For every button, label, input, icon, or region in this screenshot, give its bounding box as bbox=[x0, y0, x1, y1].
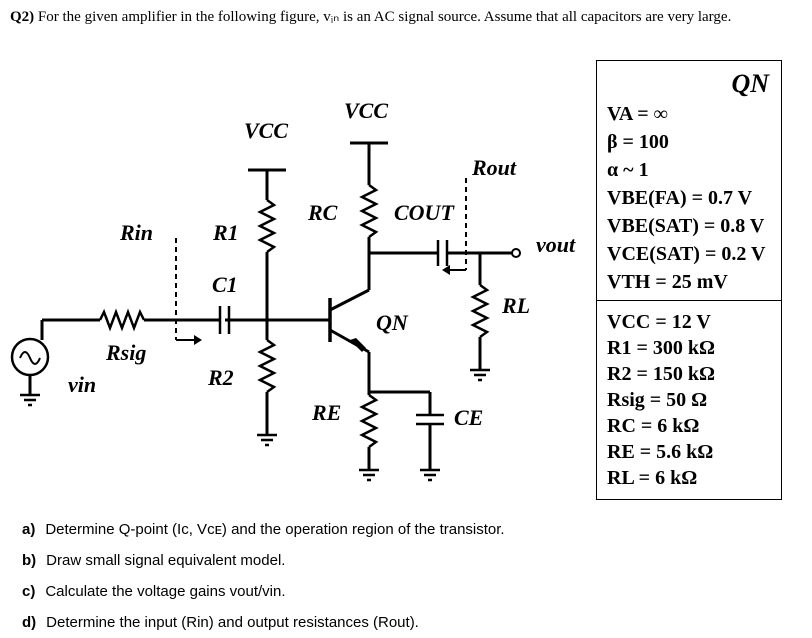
label-rout: Rout bbox=[472, 155, 517, 180]
re-resistor bbox=[362, 395, 376, 447]
label-rc: RC bbox=[308, 200, 338, 225]
label-vcc-right: VCC bbox=[344, 98, 389, 123]
param-rl: RL = 6 kΩ bbox=[607, 467, 698, 489]
task-c: c) Calculate the voltage gains vout/vin. bbox=[22, 583, 286, 600]
rsig-resistor bbox=[100, 312, 144, 328]
label-r2: R2 bbox=[208, 365, 234, 390]
param-vce-sat: VCE(SAT) = 0.2 V bbox=[607, 243, 766, 265]
r1-resistor bbox=[260, 200, 274, 252]
label-qn: QN bbox=[376, 310, 408, 335]
label-vout: vout bbox=[536, 232, 576, 257]
param-alpha: α ~ 1 bbox=[607, 159, 649, 181]
label-rin: Rin bbox=[120, 220, 154, 245]
task-a: a) Determine Q-point (Iᴄ, Vᴄᴇ) and the operation region of the transistor. bbox=[22, 521, 505, 538]
label-rsig: Rsig bbox=[106, 340, 147, 365]
label-ce: CE bbox=[454, 405, 484, 430]
label-r1: R1 bbox=[213, 220, 239, 245]
label-re: RE bbox=[312, 400, 342, 425]
label-cout: COUT bbox=[394, 200, 454, 225]
task-list bbox=[22, 514, 505, 638]
rl-resistor bbox=[473, 285, 487, 337]
params-divider bbox=[597, 300, 781, 301]
param-vbe-fa: VBE(FA) = 0.7 V bbox=[607, 187, 753, 209]
param-r2: R2 = 150 kΩ bbox=[607, 363, 715, 385]
param-vcc: VCC = 12 V bbox=[607, 311, 711, 333]
task-d: d) Determine the input (Rin) and output resistances (Rout). bbox=[22, 614, 419, 631]
task-b: b) Draw small signal equivalent model. bbox=[22, 552, 286, 569]
param-vth: VTH = 25 mV bbox=[607, 271, 728, 293]
param-r1: R1 = 300 kΩ bbox=[607, 337, 715, 359]
label-vin: vin bbox=[68, 372, 97, 397]
label-vcc-left: VCC bbox=[244, 118, 289, 143]
parameters-box bbox=[596, 60, 782, 500]
vout-node bbox=[512, 249, 520, 257]
question-number: Q2) bbox=[10, 9, 35, 25]
rc-resistor bbox=[362, 185, 376, 237]
param-rsig: Rsig = 50 Ω bbox=[607, 389, 708, 411]
param-beta: β = 100 bbox=[607, 131, 669, 153]
r2-resistor bbox=[260, 340, 274, 392]
param-vbe-sat: VBE(SAT) = 0.8 V bbox=[607, 215, 765, 237]
label-rl: RL bbox=[502, 293, 531, 318]
label-c1: C1 bbox=[212, 272, 238, 297]
param-rc: RC = 6 kΩ bbox=[607, 415, 700, 437]
question-body: For the given amplifier in the following figure, vᵢₙ is an AC signal source. Assume that all capacitors are very large. bbox=[37, 9, 732, 25]
params-title: QN bbox=[731, 69, 769, 98]
param-va: VA = ∞ bbox=[607, 103, 668, 125]
param-re: RE = 5.6 kΩ bbox=[607, 441, 714, 463]
